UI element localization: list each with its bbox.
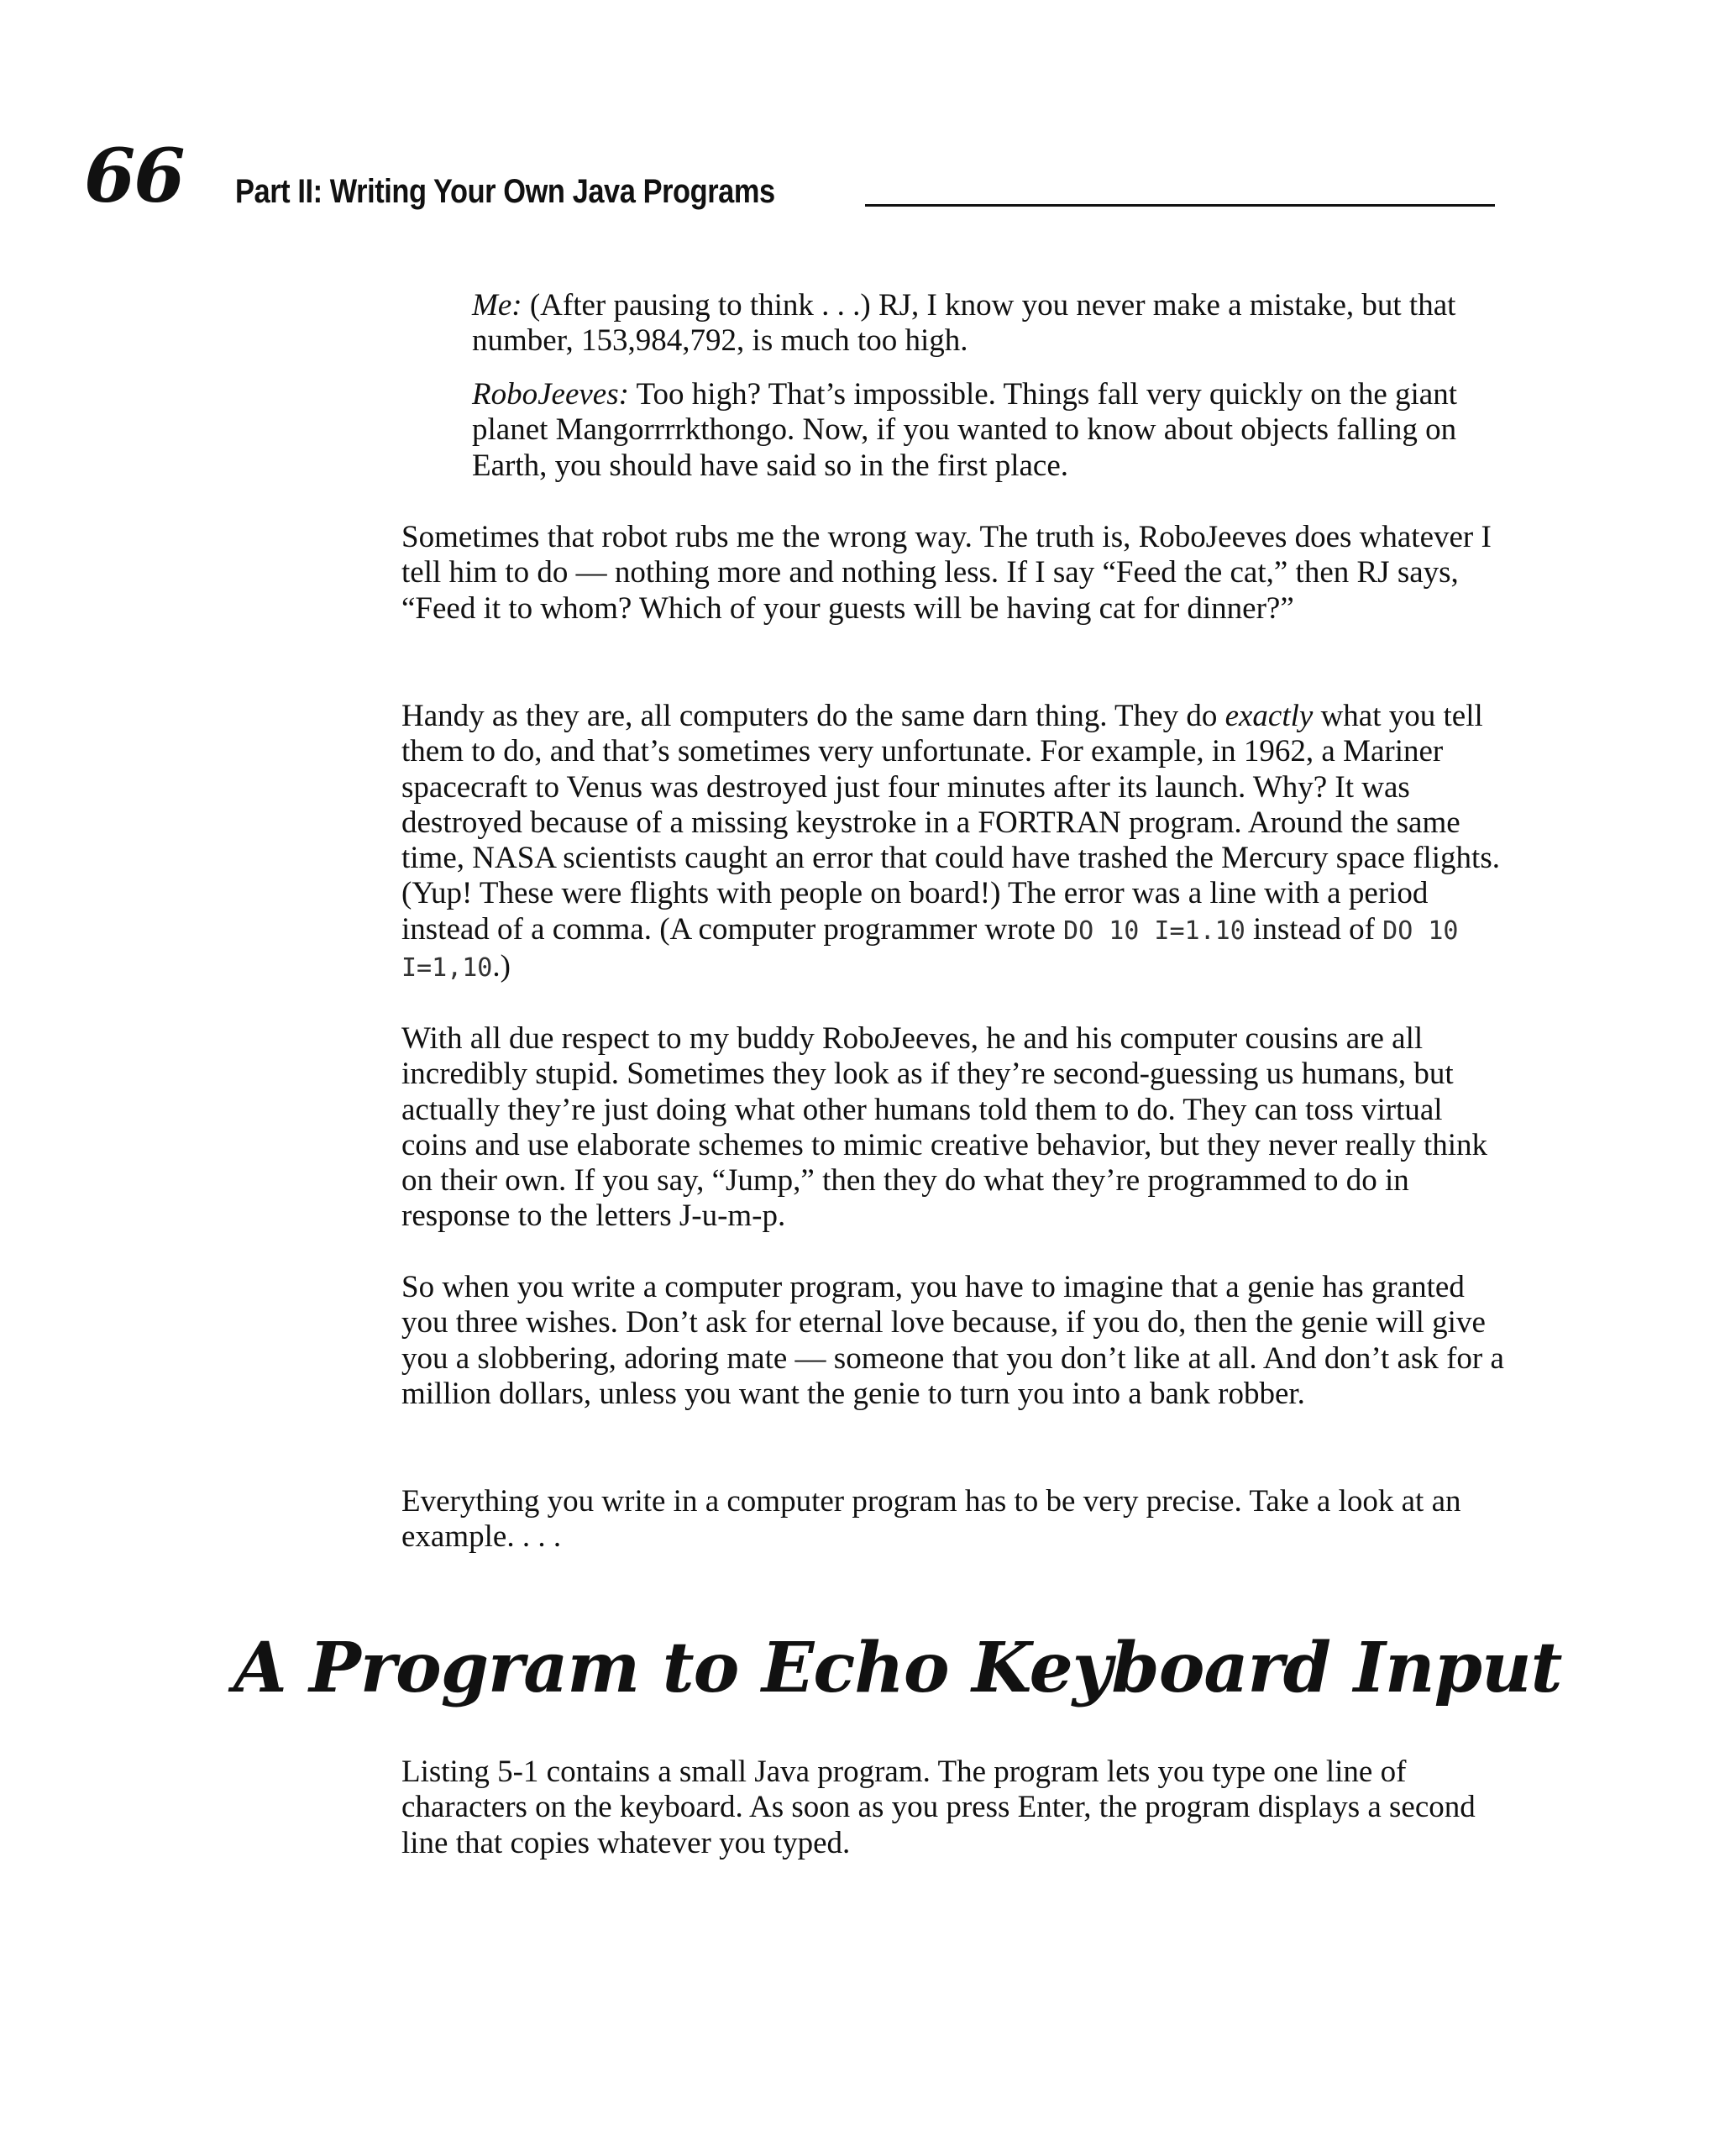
paragraph-computers-exactly xyxy=(401,699,1510,986)
paragraph-robot-rubs: Sometimes that robot rubs me the wrong way. The truth is, RoboJeeves does whatever I tell him to do — nothing more and nothing less. If I say “Feed the cat,” then RJ says, “Feed it to whom? Which of your guests will be having cat for dinner?” xyxy=(401,520,1492,626)
page-number: 66 xyxy=(84,132,184,219)
dialogue-line-me xyxy=(472,288,1505,359)
paragraph-precise: Everything you write in a computer program has to be very precise. Take a look at an example. . . . xyxy=(401,1484,1461,1555)
emphasis-exactly: exactly xyxy=(1224,699,1314,733)
code-wrong-statement: DO 10 I=1.10 xyxy=(1063,915,1245,946)
dialogue-text: (After pausing to think . . .) RJ, I know you never make a mistake, but that number, 153,984,792, is much too high. xyxy=(472,288,1456,359)
section-heading: A Program to Echo Keyboard Input xyxy=(233,1628,1562,1708)
paragraph-genie: So when you write a computer program, you have to imagine that a genie has granted you three wishes. Don’t ask for eternal love because, if you do, then the genie will give you a slobbering, adoring mate — someone that you don’t like at all. And don’t ask for a million dollars, unless you want the genie to turn you into a bank robber. xyxy=(401,1270,1504,1411)
running-head-title: Part II: Writing Your Own Java Programs xyxy=(235,173,775,210)
paragraph-text: what you tell them to do, and that’s sometimes very unfortunate. For example, in 1962, a Mariner spacecraft to Venus was destroyed just four minutes after its launch. Why? It was destroyed because of a missing keystroke in a FORTRAN program. Around the same time, NASA scientists caught an error that could have trashed the Mercury space flights. (Yup! These were flights with people on board!) The error was a line with a period instead of a comma. (A computer programmer wrote xyxy=(401,699,1500,947)
paragraph-text: Handy as they are, all computers do the same darn thing. They do xyxy=(401,699,1218,733)
paragraph-computers-stupid: With all due respect to my buddy RoboJeeves, he and his computer cousins are all incredibly stupid. Sometimes they look as if they’re second-guessing us humans, but actually they’re just doing what other humans told them to do. They can toss virtual coins and use elaborate schemes to mimic creative behavior, but they never really think on their own. If you say, “Jump,” then they do what they’re programmed to do in response to the letters J-u-m-p. xyxy=(401,1021,1488,1234)
code-right-statement: DO 10 I=1,10 xyxy=(401,915,1459,984)
paragraph-listing-intro: Listing 5-1 contains a small Java program. The program lets you type one line of characters on the keyboard. As soon as you press Enter, the program displays a second line that copies whatever you typed. xyxy=(401,1755,1476,1860)
running-head xyxy=(235,175,1495,208)
paragraph-text: .) xyxy=(492,949,511,984)
dialogue-speaker: RoboJeeves: xyxy=(472,377,629,412)
dialogue-text: Too high? That’s impossible. Things fall very quickly on the giant planet Mangorrrrkthongo. Now, if you wanted to know about objects falling on Earth, you should have said so in the first place. xyxy=(472,377,1457,483)
paragraph-text: instead of xyxy=(1253,911,1375,947)
dialogue-line-robojeeves xyxy=(472,377,1505,484)
dialogue-speaker: Me: xyxy=(472,288,522,323)
running-head-rule xyxy=(865,204,1495,207)
